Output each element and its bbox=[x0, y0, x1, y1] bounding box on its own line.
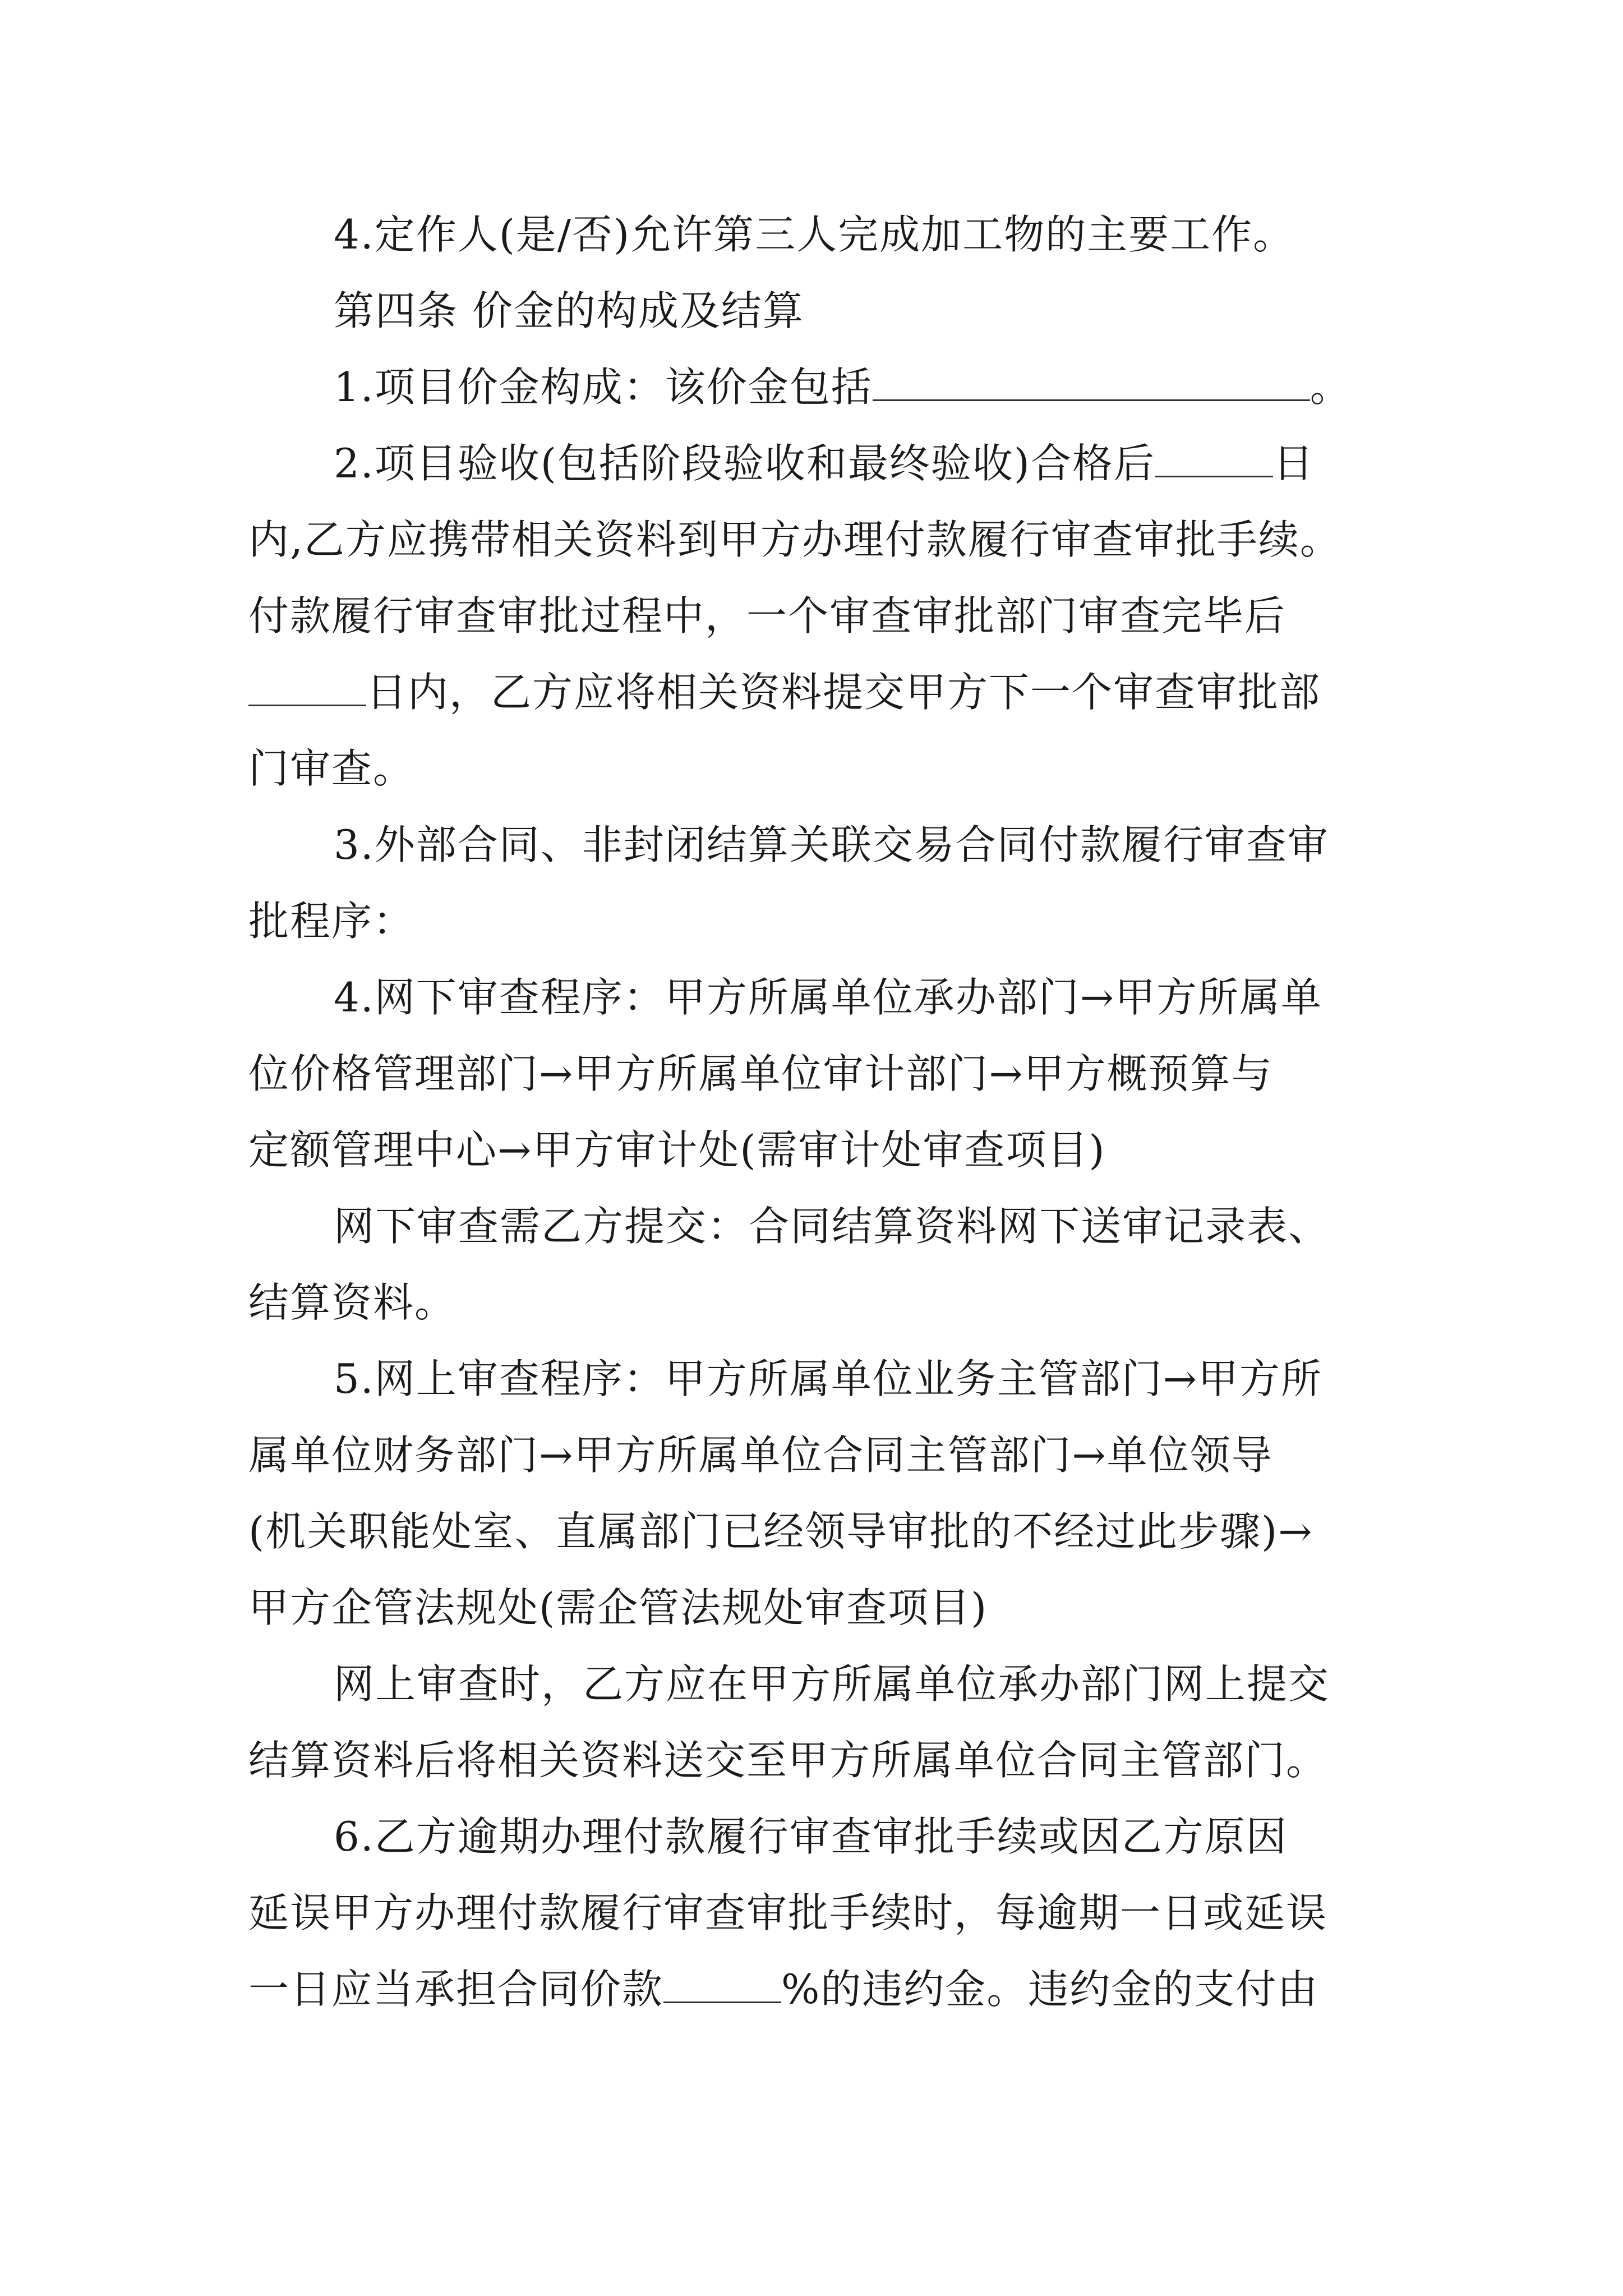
item-3-continuation: 批程序： bbox=[248, 898, 415, 945]
offline-submission: 网下审查需乙方提交：合同结算资料网下送审记录表、 bbox=[334, 1203, 1330, 1250]
item-4-continuation: 位价格管理部门→甲方所属单位审计部门→甲方概预算与 bbox=[248, 1050, 1273, 1097]
item-5-continuation: (机关职能处室、直属部门已经领导审批的不经过此步骤)→ bbox=[248, 1508, 1313, 1555]
days-blank bbox=[1155, 439, 1273, 477]
item-6-penalty: 6.乙方逾期办理付款履行审查审批手续或因乙方原因 bbox=[334, 1813, 1288, 1860]
price-blank bbox=[873, 362, 1310, 401]
item-3-procedure: 3.外部合同、非封闭结算关联交易合同付款履行审查审 bbox=[334, 821, 1329, 868]
item-1-price-composition: 1.项目价金构成：该价金包括 。 bbox=[334, 364, 1352, 411]
item-4-continuation: 定额管理中心→甲方审计处(需审计处审查项目) bbox=[248, 1126, 1106, 1174]
online-submission-continuation: 结算资料后将相关资料送交至甲方所属单位合同主管部门。 bbox=[248, 1737, 1328, 1784]
item-2-continuation: 内,乙方应携带相关资料到甲方办理付款履行审查审批手续。 bbox=[248, 516, 1341, 563]
item-2-continuation: 付款履行审查审批过程中，一个审查审批部门审查完毕后 bbox=[248, 592, 1287, 639]
offline-submission-continuation: 结算资料。 bbox=[248, 1279, 457, 1326]
item-6-continuation: 一日应当承担合同价款 %的违约金。违约金的支付由 bbox=[248, 1966, 1319, 2013]
document-body bbox=[248, 196, 1376, 2027]
percent-blank bbox=[663, 1964, 781, 2003]
clause-4-third-party: 4.定作人(是/否)允许第三人完成加工物的主要工作。 bbox=[334, 211, 1295, 258]
item-4-offline-review: 4.网下审查程序：甲方所属单位承办部门→甲方所属单 bbox=[334, 974, 1323, 1021]
item-5-continuation: 属单位财务部门→甲方所属单位合同主管部门→单位领导 bbox=[248, 1432, 1273, 1479]
item-5-online-review: 5.网上审查程序：甲方所属单位业务主管部门→甲方所 bbox=[334, 1355, 1323, 1402]
item-2-acceptance: 2.项目验收(包括阶段验收和最终验收)合格后 日 bbox=[334, 440, 1315, 487]
item-6-continuation: 延误甲方办理付款履行审查审批手续时，每逾期一日或延误 bbox=[248, 1889, 1328, 1936]
article-4-heading: 第四条 价金的构成及结算 bbox=[334, 287, 804, 334]
item-2-continuation: 门审查。 bbox=[248, 745, 415, 792]
online-submission: 网上审查时，乙方应在甲方所属单位承办部门网上提交 bbox=[334, 1660, 1330, 1708]
item-2-continuation: 日内，乙方应将相关资料提交甲方下一个审查审批部 bbox=[248, 654, 1376, 730]
item-5-continuation: 甲方企管法规处(需企管法规处审查项目) bbox=[248, 1584, 988, 1631]
days-blank bbox=[248, 668, 366, 706]
